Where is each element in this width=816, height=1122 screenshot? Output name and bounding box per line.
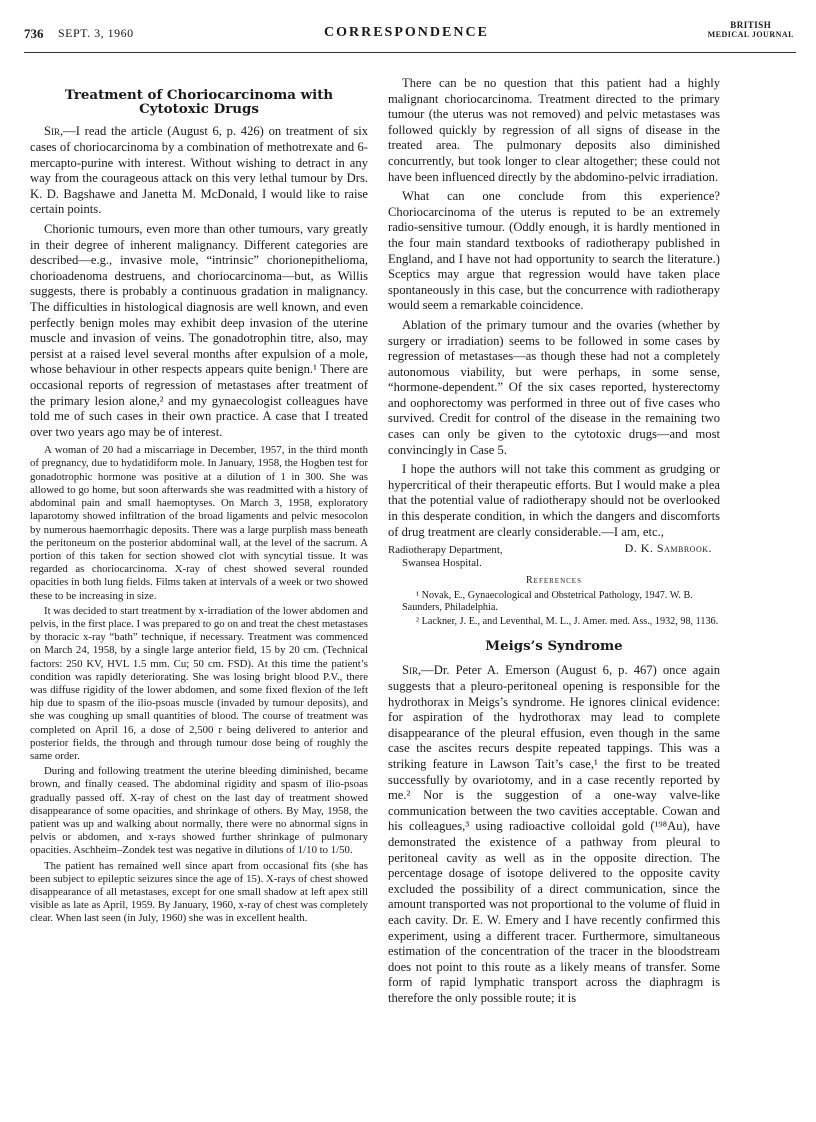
salutation: Sir — [44, 124, 61, 139]
paragraph: During and following treatment the uterine bleeding diminished, became brown, and finally ceased. The abdominal rigidity and spasm of ilio-psoas gradually passed off. X-ray of chest on the last day of treatment showed disappearance of some opacities, and shrinkage of others. By May, 1958, the patient was up and walking about normally, there were no abnormal signs in pelvis or abdomen, and x-rays showed further shrinkage of pulmonary opacities. Aschheim–Zondek test was negative in dilutions of 1/10 to 1/50. — [30, 765, 368, 857]
article-title: Meigs’s Syndrome — [485, 638, 623, 655]
left-column — [30, 64, 368, 928]
paragraph: Sir,—Dr. Peter A. Emerson (August 6, p. 467) once again suggests that a pleuro-peritoneal opening is responsible for the hydrothorax in Meigs’s syndrome. He ignores clinical evidence: for aspiration of the hydrothorax may lead to complete disappearance of the pleural effusion, even though in the same case the ascites recurs despite repeated tappings. This was a striking feature in Lawson Tait’s case,¹ the first to be treated successfully by ovariotomy, and in a case recently reported by me.² Nor is the suggestion of a one-way valve-like communication between the two cavities acceptable. Cowan and his colleagues,³ using radioactive colloidal gold (¹⁹⁸Au), have demonstrated the existence of a pathway from pleural to peritoneal cavity as well as in the opposite direction. The percentage dosage of isotope delivered to the opposite cavity excluded the possibility of a direct communication, since the amount transported was not proportional to the volume of fluid in each cavity. Dr. E. W. Emery and I have recently confirmed this experiment, using a different tracer. Furthermore, simultaneous estimation of the concentration of the tracer in the bloodstream does not point to this route as a likely means of transfer. Some form of rapid lymphatic transport across the diaphragm is therefore the only possible route; it is — [388, 663, 720, 1005]
article-title: Treatment of Choriocarcinoma with Cytotoxic Drugs — [64, 87, 334, 118]
author-block — [388, 541, 720, 572]
affiliation: Radiotherapy Department, Swansea Hospital. — [388, 544, 503, 569]
paragraph: I hope the authors will not take this comment as grudging or hypercritical of their therapeutic efforts. But I would make a plea that the potential value of radiotherapy should not be overlooked in this desperate condition, in which the dangers and discomforts of drug treatment are clearly considerable.—I am, etc., — [388, 462, 720, 539]
salutation: Sir — [402, 663, 419, 678]
paragraph: There can be no question that this patient had a highly malignant choriocarcinoma. Treatment directed to the primary tumour (the uterus was not removed) and pelvic metastases was followed quickly by regression of all signs of disease in the treated area. The pulmonary deposits also diminished concurrently, but took longer to clear altogether; these could not have been influenced directly by the abdomino-pelvic irradiation. — [388, 76, 720, 184]
author-signature: D. K. Sambrook. — [624, 541, 712, 556]
journal-name-line2: MEDICAL JOURNAL — [707, 30, 794, 39]
reference-item: ¹ Novak, E., Gynaecological and Obstetrical Pathology, 1947. W. B. Saunders, Philadelphia. — [402, 590, 693, 614]
right-column — [388, 76, 720, 1010]
journal-name-line1: BRITISH — [730, 20, 772, 30]
paragraph: It was decided to start treatment by x-irradiation of the lower abdomen and pelvis, in the first place. I was prepared to go on and treat the chest metastases by thoracic x-ray “bath” technique, if necessary. Treatment was commenced on March 24, 1958, by a single large anterior field, 15 by 20 cm. (Technical factors: 250 KV, HVL 1.5 mm. Cu; 50 cm. FSD). At this time the patient’s condition was rapidly deteriorating. She was losing bright blood P.V., there was diffuse rigidity of the lower abdomen, and some fixed flexion of the left hip due to spasm of the ilio-psoas muscle (invaded by tumour deposits), and she was coughing up small quantities of blood. The course of treatment was completed on April 16, a dose of 2,500 r being delivered to anterior and posterior fields, the through and through tumour dose being of roughly the same order. — [30, 604, 368, 762]
paragraph: Ablation of the primary tumour and the ovaries (whether by surgery or irradiation) seems to be followed in some cases by regression of metastases—as though these had not a completely autonomous viability, but were perhaps, in some sense, “hormone-dependent.” Of the six cases reported, hysterectomy and oophorectomy was performed in three out of five cases who survived. Credit for control of the disease in the remaining two cases can only be given to the cytotoxic drugs—and most convincingly in Case 5. — [388, 317, 720, 457]
paragraph: What can one conclude from this experience? Choriocarcinoma of the uterus is reputed to be an extremely radio-sensitive tumour. (Oddly enough, it is hardly mentioned in the four main standard textbooks of radiotherapy published in England, and I have not had opportunity to search the literature.) Sceptics may argue that regression would have taken place spontaneously in this case, but the concurrence with radiotherapy would seem a remarkable coincidence. — [388, 189, 720, 313]
reference-item: ² Lackner, J. E., and Leventhal, M. L., J. Amer. med. Ass., 1932, 98, 1136. — [416, 615, 719, 627]
section-title: CORRESPONDENCE — [324, 25, 489, 40]
issue-date: SEPT. 3, 1960 — [58, 26, 134, 40]
page-number: 736 — [24, 26, 44, 41]
journal-name — [708, 20, 794, 40]
paragraph: The patient has remained well since apart from occasional fits (she has been subject to epileptic seizures since the age of 15). X-rays of chest showed disappearance of all metastases, except for one small shadow at left apex still visible as late as April, 1959. By January, 1960, x-ray of chest was completely clear. When last seen (in July, 1960) she was in excellent health. — [30, 859, 368, 925]
references-heading: References — [526, 575, 582, 587]
paragraph: A woman of 20 had a miscarriage in December, 1957, in the third month of pregnancy, due to hydatidiform mole. In January, 1958, the Hogben test for gonadotrophic hormone was positive at a dilution of 1 in 300. She was allowed to go home, but soon afterwards she was readmitted with a history of abdominal pain and small haemoptyses. On March 3, 1958, exploratory laparotomy showed infiltration of the broad ligaments and pelvic mesocolon by numerous haemorrhagic deposits. There was a large purplish mass beneath the peritoneum on the posterior abdominal wall, at the level of the sacrum. A portion of this taken for section showed clot with syncytial tissue. It was regarded as choriocarcinoma. X-ray of chest showed several rounded opacities in both lung fields. Films taken at intervals of a week or two showed these to be increasing in size. — [30, 444, 368, 602]
header-rule — [24, 52, 796, 53]
paragraph: Sir,—I read the article (August 6, p. 426) on treatment of six cases of choriocarcinoma by a combination of methotrexate and 6-mercapto-purine with interest. Without wishing to detract in any way from the courageous attack on this very lethal tumour by Drs. K. D. Bagshawe and Janetta M. McDonald, I would like to raise certain points. — [30, 124, 368, 217]
page-header — [24, 20, 794, 50]
paragraph: Chorionic tumours, even more than other tumours, vary greatly in their degree of inherent malignancy. Different categories are described—e.g., invasive mole, “intrinsic” chorionepithelioma, chorioadenoma destruens, and choriocarcinoma—but, as Willis suggests, there is probably a continuous gradation in malignancy. The difficulties in histological diagnosis are well known, and even perfectly benign moles may exhibit deep invasion of the uterine muscle and invasion of veins. The gonadotrophin titre, also, may persist at a raised level several months after expulsion of a mole, whose behaviour in other respects appears quite benign.¹ There are occasional reports of regression of metastases after treatment of the primary lesion alone,² and my gynaecologist colleagues have told me of such cases in their own practice. A case that I treated over two years ago may be of interest. — [30, 221, 368, 439]
